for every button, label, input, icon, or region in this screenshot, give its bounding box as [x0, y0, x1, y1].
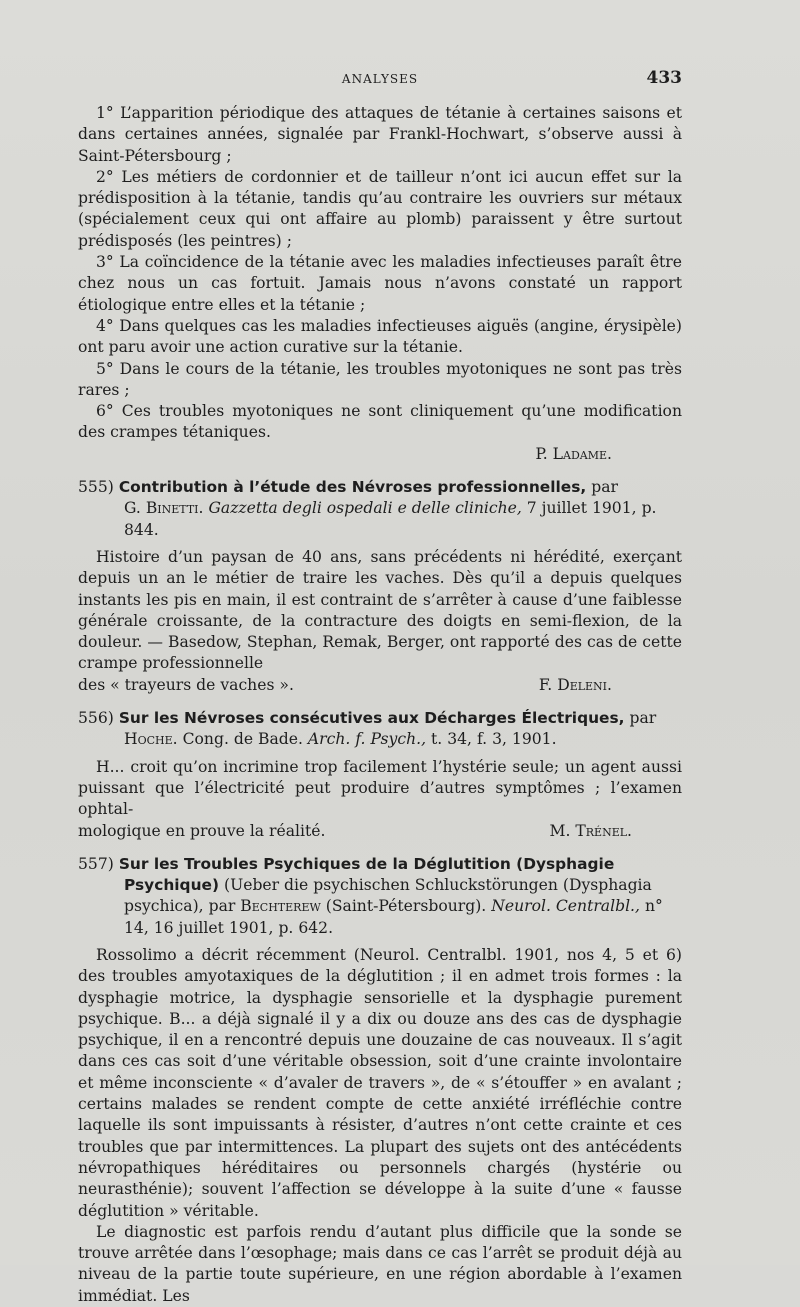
entry-paragraph: Rossolimo a décrit récemment (Neurol. Centralbl. 1901, nos 4, 5 et 6) des troubles amyotaxiques de la déglutition ; il en admet trois formes : la dysphagie motrice, la dysphagie sensorielle et la dysphagie purement psychique. B... a déjà signalé il y a dix ou douze ans des cas de dysphagie psychique, il en a rencontré depuis une douzaine de cas nouveaux. Il s’agit dans ces cas soit d’une véritable obsession, soit d’une crainte involontaire et même inconsciente « d’avaler de travers », de « s’étouffer » en avalant ; certains malades se rendent compte de cette anxiété irréfléchie contre laquelle ils sont impuissants à résister, d’autres n’ont cette crainte et ces troubles que par intermittences. La plupart des sujets ont des antécédents névropathiques héréditaires ou personnels chargés (hystérie ou neurasthénie); souvent l’affection se développe à la suite d’une « fausse déglutition » véritable.: [78, 945, 682, 1220]
entry-number: 556): [78, 709, 114, 728]
entry-place: (Saint-Pétersbourg).: [325, 897, 487, 916]
entry-heading: [78, 854, 682, 939]
entry-by: par: [629, 709, 657, 728]
entry-number: 555): [78, 478, 114, 497]
entry-557: [78, 854, 682, 1307]
entry-body-end: mologique en prouve la réalité.: [78, 821, 326, 840]
entry-by: par: [591, 478, 618, 497]
entry-title: Contribution à l’étude des Névroses professionnelles,: [118, 478, 587, 497]
entry-author: Bechterew: [240, 897, 321, 916]
entry-subtitle: (Ueber die psychischen Schluckstörungen (Dysphagia psychica), par: [124, 876, 652, 916]
page-header: [78, 68, 682, 92]
entry-body: [78, 757, 682, 842]
entry-heading: [78, 477, 682, 541]
intro-list: [78, 103, 682, 465]
page-number: 433: [646, 68, 682, 88]
entry-paragraph: Histoire d’un paysan de 40 ans, sans précédents ni hérédité, exerçant depuis un an le métier de traire les vaches. Dès qu’il a depuis quelques instants les pis en main, il est contraint de s’arrêter à cause d’une faiblesse générale croissante, de la contracture des doigts en semi-flexion, de la douleur. — Basedow, Stephan, Remak, Berger, ont rapporté des cas de cette crampe professionnelle: [78, 547, 682, 673]
entry-body: [78, 945, 682, 1307]
signature: M. Trénel.: [549, 821, 632, 840]
list-item: 6° Ces troubles myotoniques ne sont cliniquement qu’une modification des crampes tétaniques.: [78, 402, 682, 442]
list-item: 4° Dans quelques cas les maladies infectieuses aiguës (angine, érysipèle) ont paru avoir une action curative sur la tétanie.: [78, 316, 682, 357]
entry-journal: Gazzetta degli ospedali e delle cliniche,: [208, 499, 522, 518]
running-head: ANALYSES: [341, 72, 419, 86]
entry-author: G. Binetti.: [124, 499, 204, 518]
entry-reference: t. 34, f. 3, 1901.: [431, 730, 557, 749]
entry-journal: Arch. f. Psych.,: [307, 730, 427, 749]
entry-reference: 7 juillet 1901, p. 844.: [124, 499, 657, 539]
entry-body-end: des « trayeurs de vaches ».: [78, 675, 294, 694]
entry-congress: Cong. de Bade.: [182, 730, 303, 749]
signature: F. Deleni.: [538, 675, 612, 694]
signature: [78, 444, 682, 465]
entry-title: Sur les Névroses consécutives aux Décharges Électriques,: [118, 709, 625, 728]
entry-last-line: [78, 675, 682, 696]
entry-title: Sur les Troubles Psychiques de la Déglutition (Dysphagie Psychique): [118, 854, 615, 895]
page-content: [78, 103, 682, 1307]
list-item: 3° La coïncidence de la tétanie avec les maladies infectieuses paraît être chez nous un cas fortuit. Jamais nous n’avons constaté un rapport étiologique entre elles et la tétanie ;: [78, 253, 682, 314]
entry-author: Hoche.: [124, 730, 178, 749]
entry-reference: n° 14, 16 juillet 1901, p. 642.: [124, 897, 663, 937]
list-item: 1° L’apparition périodique des attaques de tétanie à certaines saisons et dans certaines années, signalée par Frankl-Hochwart, s’observe aussi à Saint-Pétersbourg ;: [78, 104, 682, 165]
entry-paragraph: H... croit qu’on incrimine trop facilement l’hystérie seule; un agent aussi puissant que l’électricité peut produire d’autres symptômes ; l’examen ophtal-: [78, 757, 682, 819]
entry-journal: Neurol. Centralbl.,: [491, 897, 640, 916]
list-item: 2° Les métiers de cordonnier et de tailleur n’ont ici aucun effet sur la prédisposition à la tétanie, tandis qu’au contraire les ouvriers sur métaux (spécialement ceux qui ont affaire au plomb) paraissent y être surtout prédisposés (les peintres) ;: [78, 167, 682, 250]
entry-number: 557): [78, 854, 114, 873]
list-item: 5° Dans le cours de la tétanie, les troubles myotoniques ne sont pas très rares ;: [78, 359, 682, 399]
entry-last-line: [78, 821, 682, 842]
entry-555: [78, 477, 682, 696]
entry-heading: [78, 708, 682, 751]
entry-paragraph: Le diagnostic est parfois rendu d’autant plus difficile que la sonde se trouve arrêtée dans l’œsophage; mais dans ce cas l’arrêt se produit déjà au niveau de la partie toute supérieure, en une région abordable à l’examen immédiat. Les: [78, 1222, 682, 1305]
signature-text: P. Ladame.: [535, 444, 612, 463]
entry-body: [78, 547, 682, 696]
entry-556: [78, 708, 682, 842]
